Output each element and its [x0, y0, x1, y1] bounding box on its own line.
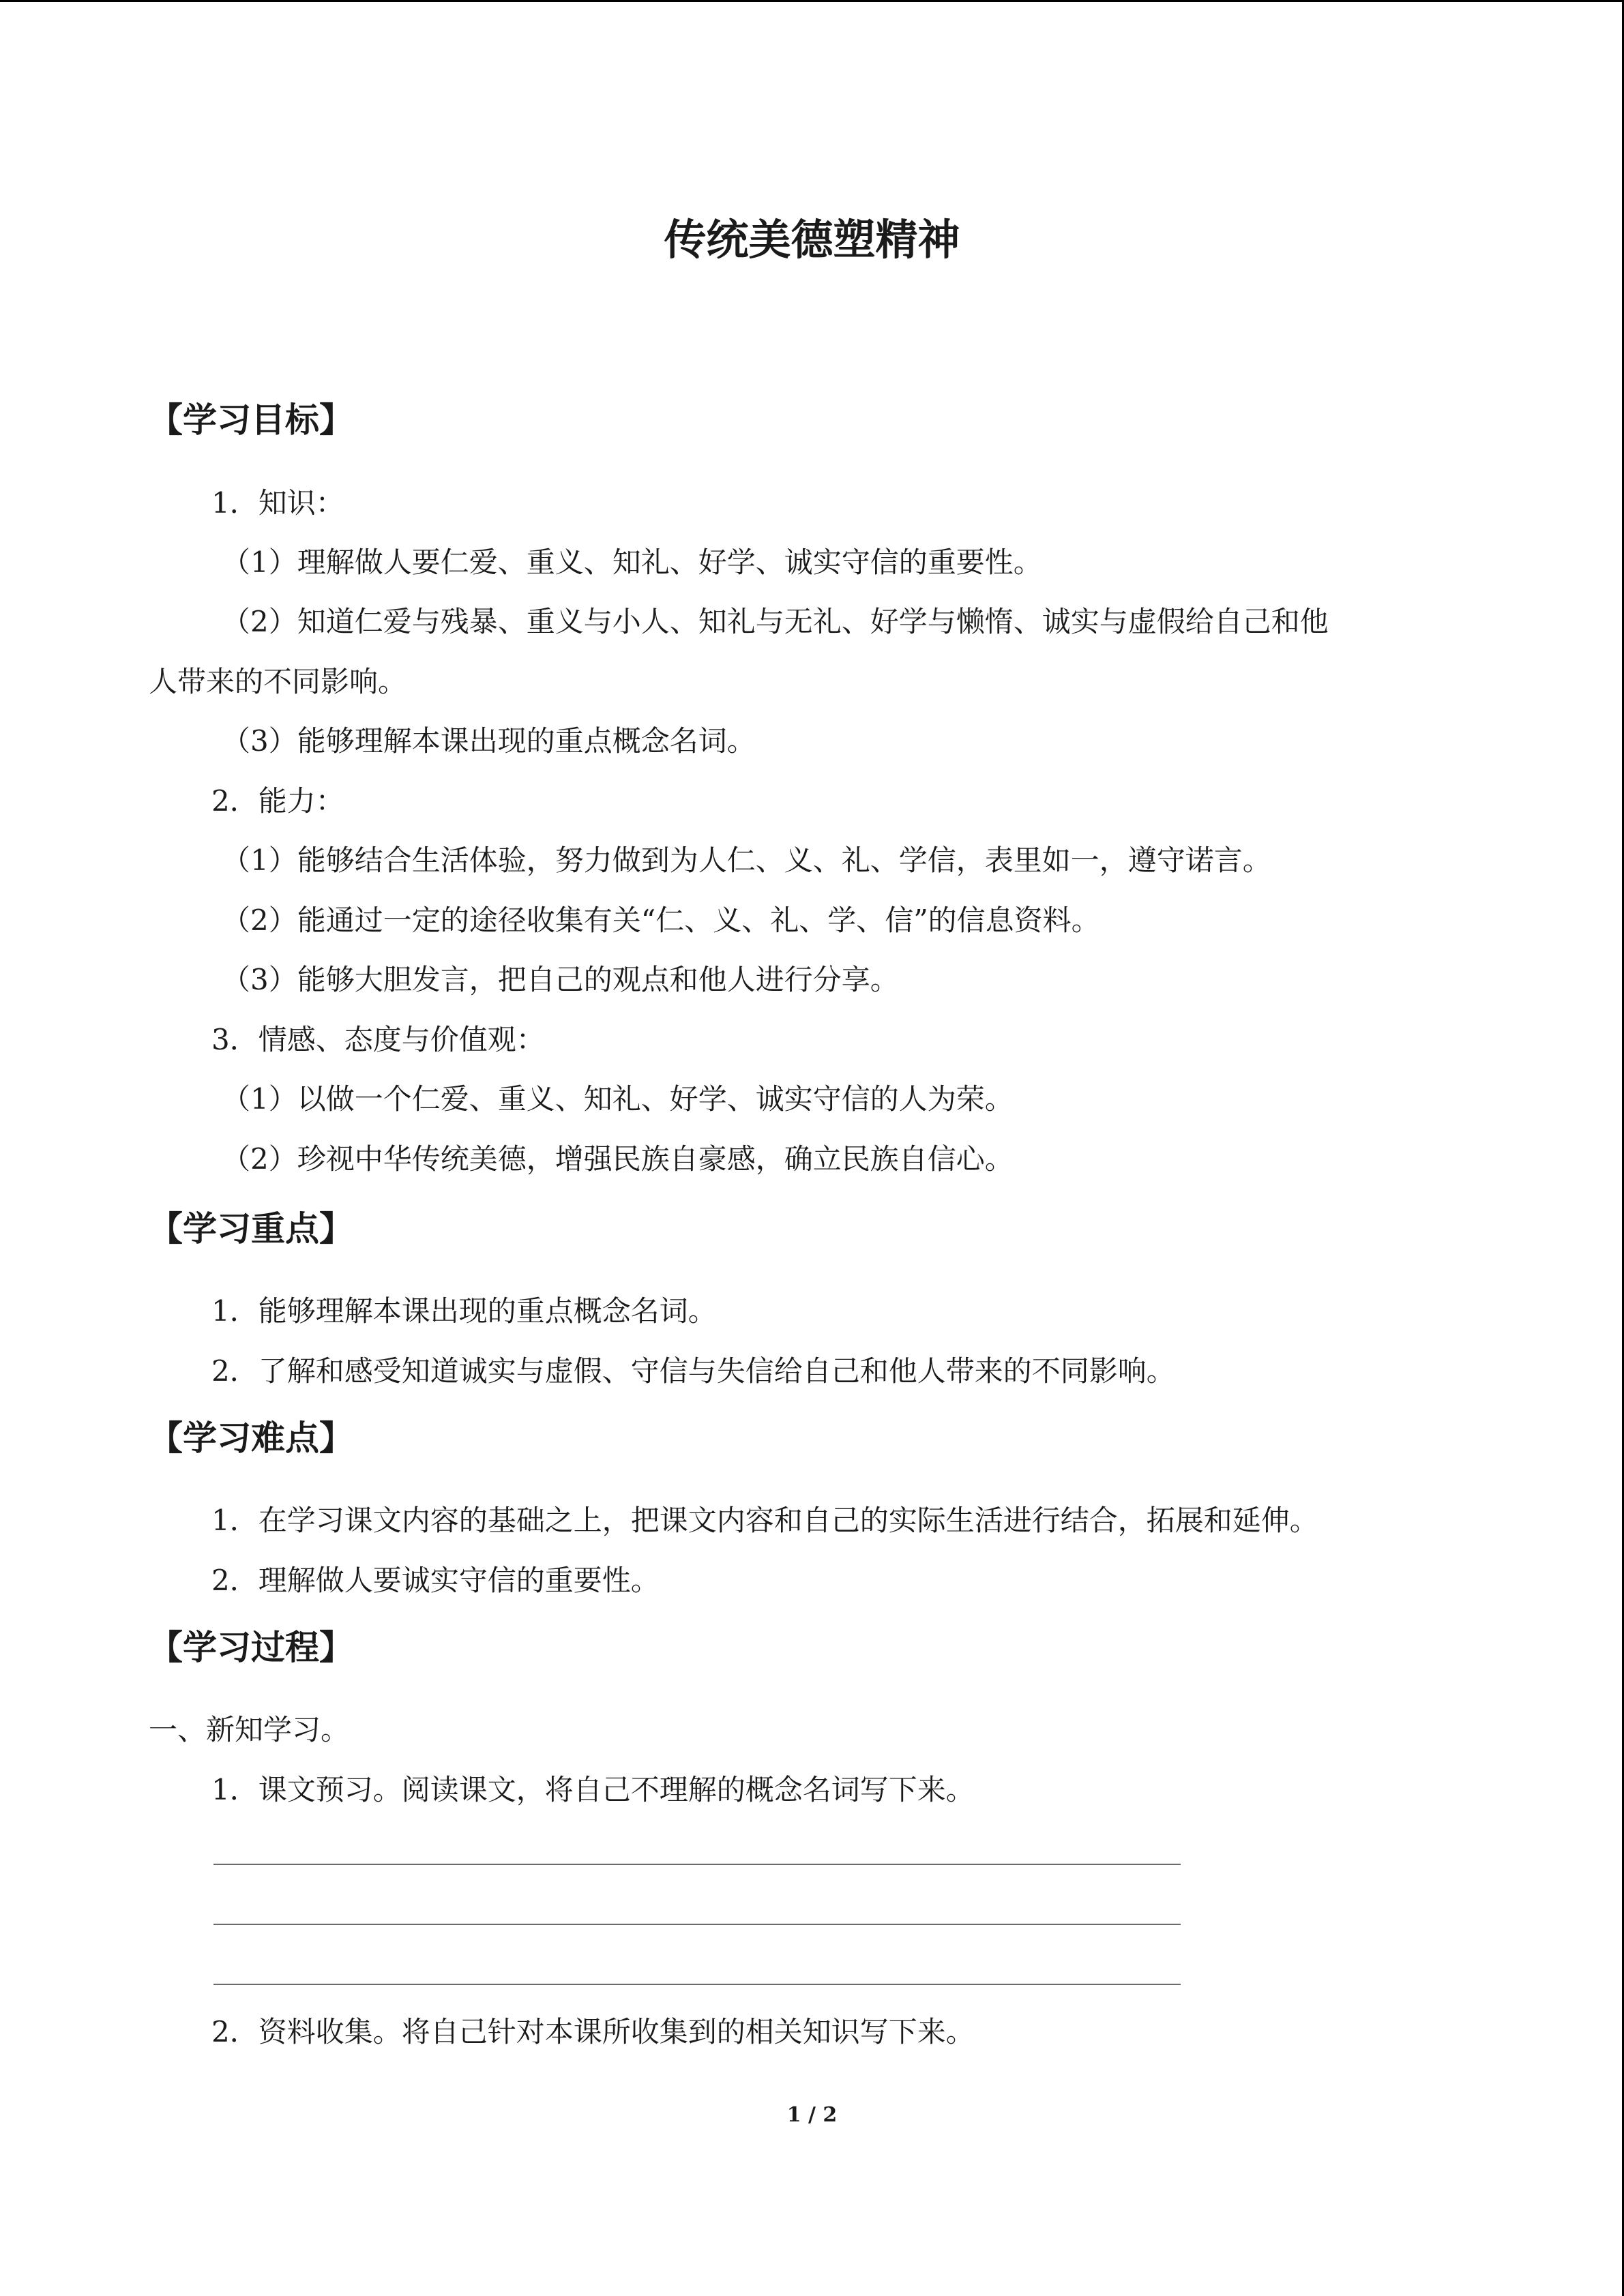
focus-item-1: 1．能够理解本课出现的重点概念名词。 [211, 1294, 717, 1328]
section-heading-process: 【学习过程】 [149, 1628, 353, 1667]
process-question-1: 1．课文预习。阅读课文，将自己不理解的概念名词写下来。 [211, 1773, 975, 1806]
goals-ability-item-3: （3）能够大胆发言，把自己的观点和他人进行分享。 [222, 963, 899, 996]
process-part-1: 一、新知学习。 [149, 1713, 350, 1746]
goals-emotion-item-2: （2）珍视中华传统美德，增强民族自豪感，确立民族自信心。 [222, 1142, 1014, 1176]
goals-emotion-label: 3．情感、态度与价值观： [211, 1023, 545, 1056]
goals-knowledge-item-2-line-2: 人带来的不同影响。 [149, 665, 407, 698]
goals-ability-item-2: （2）能通过一定的途径收集有关“仁、义、礼、学、信”的信息资料。 [222, 904, 1100, 937]
top-border [0, 0, 1624, 2]
answer-blank-line[interactable] [213, 1924, 1181, 1925]
goals-emotion-item-1: （1）以做一个仁爱、重义、知礼、好学、诚实守信的人为荣。 [222, 1082, 1014, 1116]
goals-knowledge-item-3: （3）能够理解本课出现的重点概念名词。 [222, 724, 756, 758]
section-heading-difficulty: 【学习难点】 [149, 1418, 353, 1458]
goals-knowledge-item-2-line-1: （2）知道仁爱与残暴、重义与小人、知礼与无礼、好学与懒惰、诚实与虚假给自己和他 [222, 605, 1329, 638]
goals-ability-item-1: （1）能够结合生活体验，努力做到为人仁、义、礼、学信，表里如一，遵守诺言。 [222, 844, 1271, 877]
goals-knowledge-item-1: （1）理解做人要仁爱、重义、知礼、好学、诚实守信的重要性。 [222, 546, 1042, 579]
goals-knowledge-label: 1．知识： [211, 486, 344, 520]
answer-blank-line[interactable] [213, 1864, 1181, 1865]
difficulty-item-1: 1．在学习课文内容的基础之上，把课文内容和自己的实际生活进行结合，拓展和延伸。 [211, 1504, 1318, 1537]
section-heading-goals: 【学习目标】 [149, 400, 353, 440]
page-title: 传统美德塑精神 [664, 215, 960, 265]
answer-blank-line[interactable] [213, 1984, 1181, 1985]
focus-item-2: 2．了解和感受知道诚实与虚假、守信与失信给自己和他人带来的不同影响。 [211, 1354, 1175, 1388]
page-number: 1 / 2 [786, 2103, 838, 2127]
goals-ability-label: 2．能力： [211, 784, 344, 818]
process-question-2: 2．资料收集。将自己针对本课所收集到的相关知识写下来。 [211, 2015, 975, 2048]
difficulty-item-2: 2．理解做人要诚实守信的重要性。 [211, 1564, 660, 1597]
section-heading-focus: 【学习重点】 [149, 1209, 353, 1249]
